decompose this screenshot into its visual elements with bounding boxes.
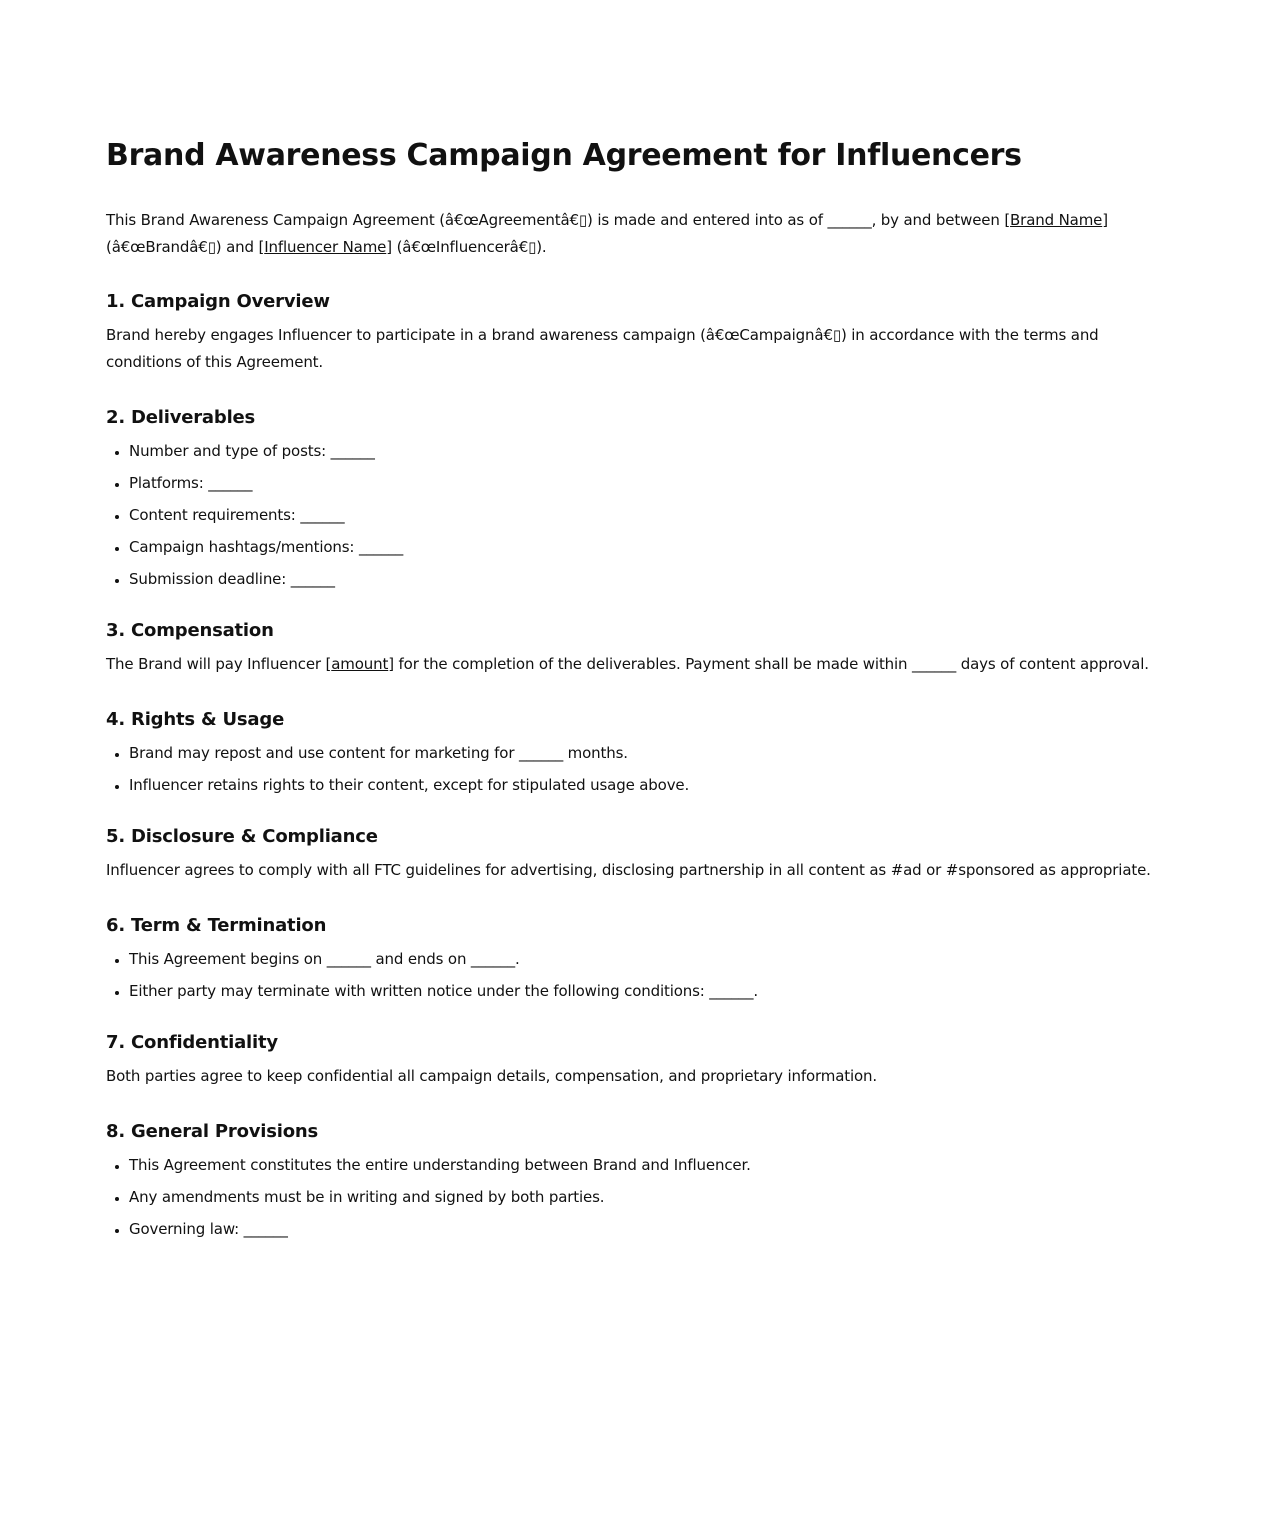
- list-item: • Any amendments must be in writing and signed by both parties.: [129, 1184, 1163, 1211]
- amount-placeholder: amount: [331, 655, 389, 673]
- section-compensation: [106, 618, 1163, 678]
- compensation-text-1: The Brand will pay Influencer [: [106, 655, 332, 673]
- list-item: • Submission deadline: ______: [129, 566, 1163, 593]
- term-list: [106, 946, 1163, 1005]
- intro-text-3: ] (â€œInfluencerâ€▯).: [386, 238, 547, 256]
- intro-paragraph: [106, 207, 1156, 261]
- list-item: • Brand may repost and use content for marketing for ______ months.: [129, 740, 1163, 767]
- document-title: Brand Awareness Campaign Agreement for Influencers: [106, 138, 1022, 173]
- section-heading: 6. Term & Termination: [106, 915, 327, 936]
- list-item: • Content requirements: ______: [129, 502, 1163, 529]
- section-heading: 1. Campaign Overview: [106, 291, 330, 312]
- section-campaign-overview: [106, 289, 1163, 376]
- section-general-provisions: [106, 1119, 1163, 1243]
- section-deliverables: [106, 405, 1163, 593]
- list-item: • Governing law: ______: [129, 1216, 1163, 1243]
- list-item: • Either party may terminate with written notice under the following conditions: ______.: [129, 978, 1163, 1005]
- section-text: Brand hereby engages Influencer to participate in a brand awareness campaign (â€œCampaignâ€▯) in accordance with the terms and conditions of this Agreement.: [106, 326, 1099, 371]
- section-disclosure-compliance: [106, 824, 1163, 884]
- section-text: Both parties agree to keep confidential all campaign details, compensation, and proprietary information.: [106, 1067, 878, 1085]
- section-text: Influencer agrees to comply with all FTC guidelines for advertising, disclosing partnership in all content as #ad or #sponsored as appropriate.: [106, 861, 1151, 879]
- section-heading: 8. General Provisions: [106, 1121, 319, 1142]
- list-item: • Influencer retains rights to their content, except for stipulated usage above.: [129, 772, 1163, 799]
- list-item: • This Agreement constitutes the entire understanding between Brand and Influencer.: [129, 1152, 1163, 1179]
- list-item: • Number and type of posts: ______: [129, 438, 1163, 465]
- section-rights-usage: [106, 707, 1163, 799]
- intro-text-1: This Brand Awareness Campaign Agreement (â€œAgreementâ€▯) is made and entered into as of ______, by and between [: [106, 211, 1011, 229]
- list-item: • Campaign hashtags/mentions: ______: [129, 534, 1163, 561]
- intro-text-2: ] (â€œBrandâ€▯) and [: [106, 211, 1108, 256]
- section-heading: 7. Confidentiality: [106, 1032, 278, 1053]
- list-item: • Platforms: ______: [129, 470, 1163, 497]
- section-term-termination: [106, 913, 1163, 1005]
- rights-list: [106, 740, 1163, 799]
- provisions-list: [106, 1152, 1163, 1243]
- compensation-text-2: ] for the completion of the deliverables. Payment shall be made within ______ days of content approval.: [388, 655, 1149, 673]
- section-heading: 4. Rights & Usage: [106, 709, 285, 730]
- list-item: • This Agreement begins on ______ and ends on ______.: [129, 946, 1163, 973]
- section-text: [106, 651, 1163, 678]
- section-heading: 2. Deliverables: [106, 407, 256, 428]
- influencer-name-placeholder: Influencer Name: [264, 238, 387, 256]
- brand-name-placeholder: Brand Name: [1010, 211, 1103, 229]
- section-heading: 5. Disclosure & Compliance: [106, 826, 378, 847]
- deliverables-list: [106, 438, 1163, 593]
- section-heading: 3. Compensation: [106, 620, 274, 641]
- section-confidentiality: [106, 1030, 1163, 1090]
